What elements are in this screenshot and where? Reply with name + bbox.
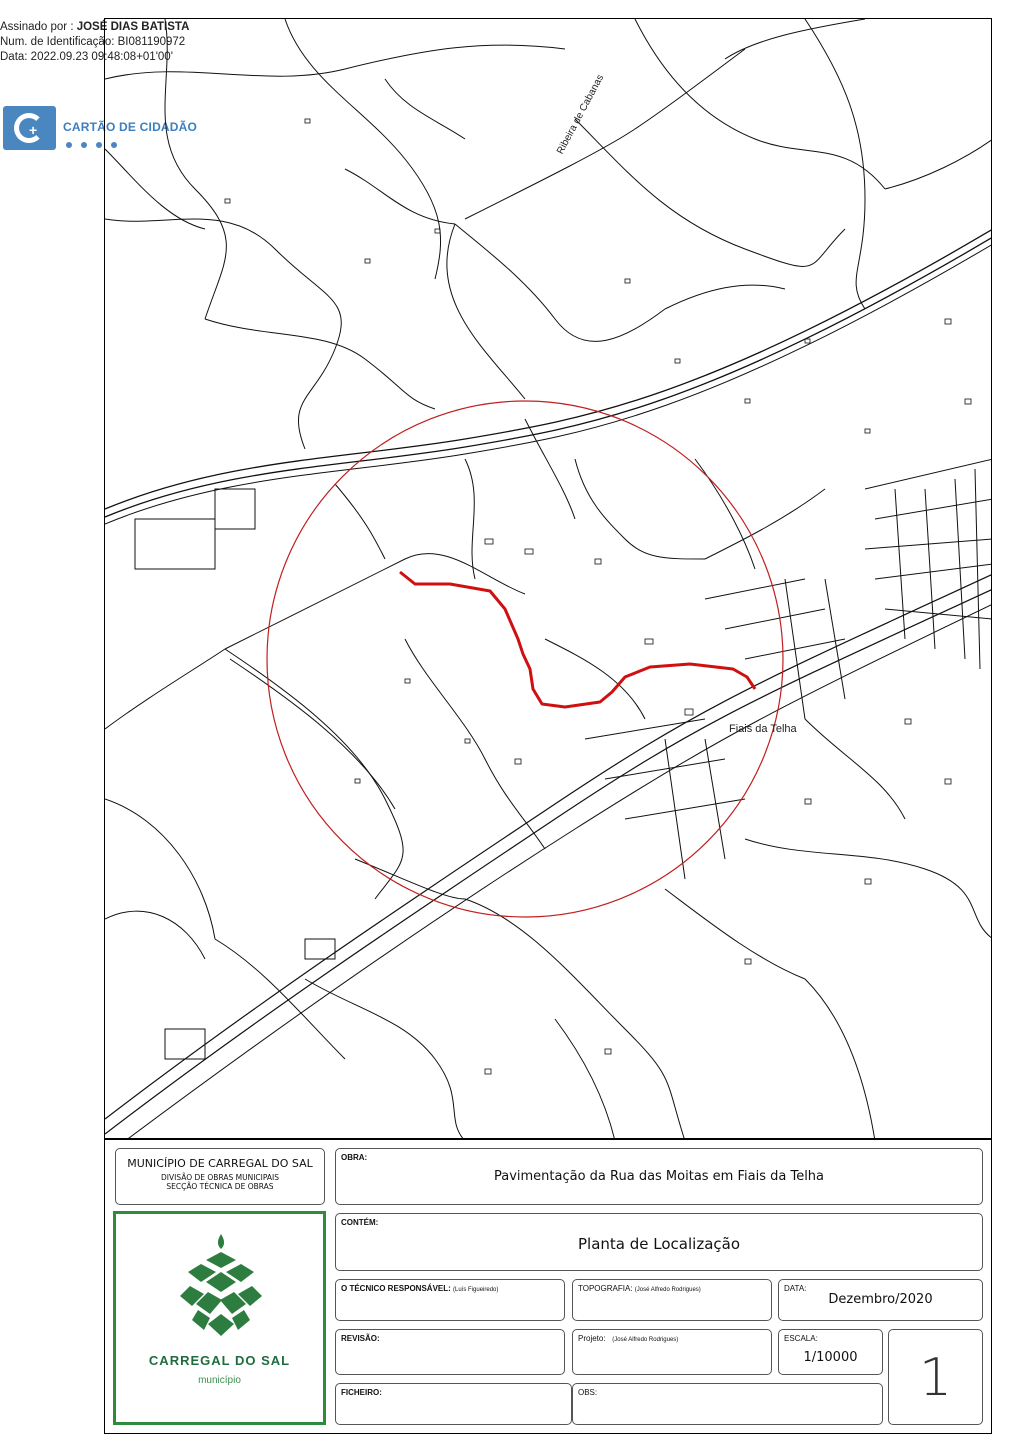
obra-cell <box>335 1148 983 1205</box>
escala-cell <box>778 1329 883 1375</box>
topografia-cell <box>572 1279 772 1321</box>
signature-date: Data: 2022.09.23 09:48:08+01'00' <box>0 51 173 63</box>
projeto-cell <box>572 1329 772 1375</box>
tecnico-cell <box>335 1279 565 1321</box>
topografia-label: TOPOGRAFIA: <box>578 1284 633 1293</box>
contem-cell <box>335 1213 983 1271</box>
data-value: Dezembro/2020 <box>828 1292 933 1307</box>
logo-name: CARREGAL DO SAL <box>148 1353 291 1368</box>
revisao-cell <box>335 1329 565 1375</box>
obra-value: Pavimentação da Rua das Moitas em Fiais da Telha <box>493 1169 825 1184</box>
ficheiro-label: FICHEIRO: <box>341 1388 382 1397</box>
municipality-logo <box>113 1211 326 1425</box>
ficheiro-cell <box>335 1383 572 1425</box>
stream-label: Ribeira de Cabanas <box>555 72 607 157</box>
location-map <box>104 18 992 1140</box>
contem-label: CONTÉM: <box>341 1218 379 1227</box>
escala-label: ESCALA: <box>784 1334 818 1343</box>
highlighted-route <box>400 572 755 707</box>
municipality-cell <box>115 1148 325 1205</box>
escala-value: 1/10000 <box>803 1350 858 1365</box>
place-label-fiais-da-telha: Fiais da Telha <box>729 723 797 735</box>
obs-label: OBS: <box>578 1388 598 1397</box>
contem-value: Planta de Localização <box>578 1235 740 1253</box>
title-block <box>104 1138 992 1434</box>
citizen-card-text: CARTÃO DE CIDADÃO <box>63 120 198 134</box>
identification-number: Num. de Identificação: BI081190972 <box>0 36 186 48</box>
revisao-label: REVISÃO: <box>341 1334 380 1343</box>
map-linework <box>105 19 992 1140</box>
division-name: DIVISÃO DE OBRAS MUNICIPAIS <box>160 1173 280 1182</box>
projeto-label: Projeto: <box>578 1334 606 1343</box>
obra-label: OBRA: <box>341 1153 368 1162</box>
signed-by-label: Assinado por : <box>0 21 74 33</box>
tecnico-label: O TÉCNICO RESPONSÁVEL: <box>341 1284 451 1293</box>
pine-cone-icon <box>176 1234 266 1344</box>
data-label: DATA: <box>784 1284 807 1293</box>
map-drawing <box>105 19 992 1140</box>
citizen-card-icon: + <box>3 106 56 150</box>
projeto-value: (José Alfredo Rodrigues) <box>612 1337 679 1343</box>
section-name: SECÇÃO TÉCNICA DE OBRAS <box>166 1182 274 1191</box>
signer-name: JOSÉ DIAS BATISTA <box>76 21 190 33</box>
municipality-name: MUNICÍPIO DE CARREGAL DO SAL <box>127 1157 313 1170</box>
obs-cell <box>572 1383 883 1425</box>
sheet-number: 1 <box>918 1348 953 1408</box>
sheet-number-cell <box>888 1329 983 1425</box>
topografia-value: (José Alfredo Rodrigues) <box>634 1287 701 1293</box>
logo-subtitle: município <box>198 1375 241 1386</box>
data-cell <box>778 1279 983 1321</box>
tecnico-value: (Luís Figueiredo) <box>453 1287 499 1293</box>
